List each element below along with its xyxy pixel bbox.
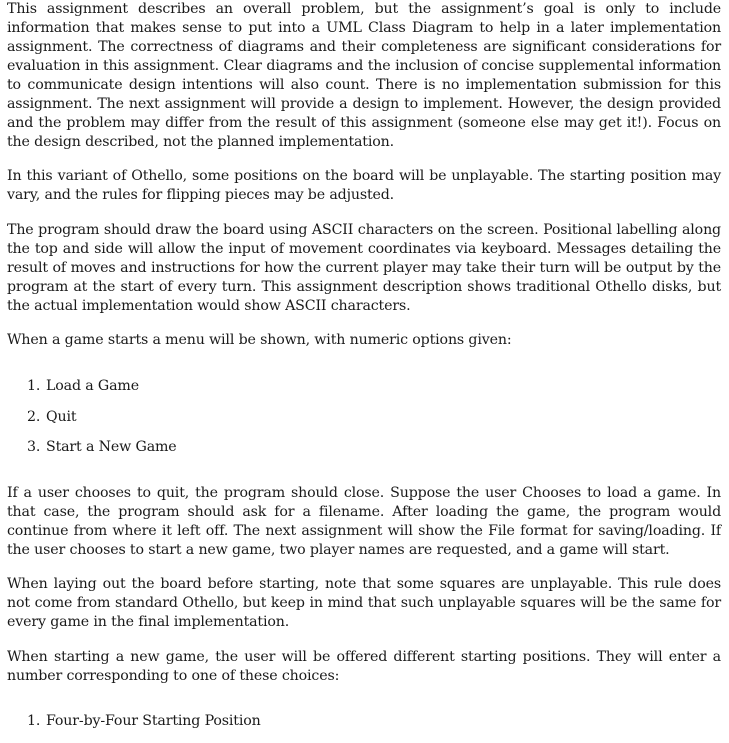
list-item (27, 408, 177, 439)
list-item-label: Start a New Game (46, 439, 177, 455)
list-item-label: Four-by-Four Starting Position (46, 713, 261, 729)
intro-paragraph: This assignment describes an overall problem, but the assignment’s goal is only to include information that makes sense to put into a UML Class Diagram to help in a later implementation assignment. The correctness of diagrams and their completeness are significant considerations for evaluation in this assignment. Clear diagrams and the inclusion of concise supplemental information to communicate design intentions will also count. There is no implementation submission for this assignment. The next assignment will provide a design to implement. However, the design provided and the problem may differ from the result of this assignment (someone else may get it!). Focus on the design described, not the planned implementation. (7, 1, 721, 150)
list-item (27, 377, 177, 408)
list-item (27, 712, 261, 743)
starting-positions-paragraph: When starting a new game, the user will be offered different starting positions. They will enter a number corresponding to one of these choices: (7, 649, 721, 684)
quit-load-paragraph: If a user chooses to quit, the program should close. Suppose the user Chooses to load a game. In that case, the program should ask for a filename. After loading the game, the program would continue from where it left off. The next assignment will show the File format for saving/loading. If the user chooses to start a new game, two player names are requested, and a game will start. (7, 485, 721, 558)
board-drawing-paragraph: The program should draw the board using ASCII characters on the screen. Positional labelling along the top and side will allow the input of movement coordinates via keyboard. Messages detailing the result of moves and instructions for how the current player may take their turn will be output by the program at the start of every turn. This assignment description shows traditional Othello disks, but the actual implementation would show ASCII characters. (7, 222, 721, 314)
list-item-number: 2. (27, 408, 41, 425)
list-item-label: Load a Game (46, 378, 139, 394)
list-item-number: 3. (27, 439, 41, 455)
menu-intro-paragraph: When a game starts a menu will be shown, with numeric options given: (7, 332, 512, 348)
list-item-label: Quit (46, 408, 77, 425)
list-item-number: 1. (27, 713, 41, 729)
variant-paragraph: In this variant of Othello, some positions on the board will be unplayable. The starting position may vary, and the rules for flipping pieces may be adjusted. (7, 168, 721, 203)
unplayable-squares-paragraph: When laying out the board before starting, note that some squares are unplayable. This rule does not come from standard Othello, but keep in mind that such unplayable squares will be the same for every game in the final implementation. (7, 576, 721, 630)
list-item (27, 438, 177, 469)
list-item-number: 1. (27, 378, 41, 394)
start-options-list (27, 712, 261, 743)
menu-options-list (27, 377, 177, 469)
